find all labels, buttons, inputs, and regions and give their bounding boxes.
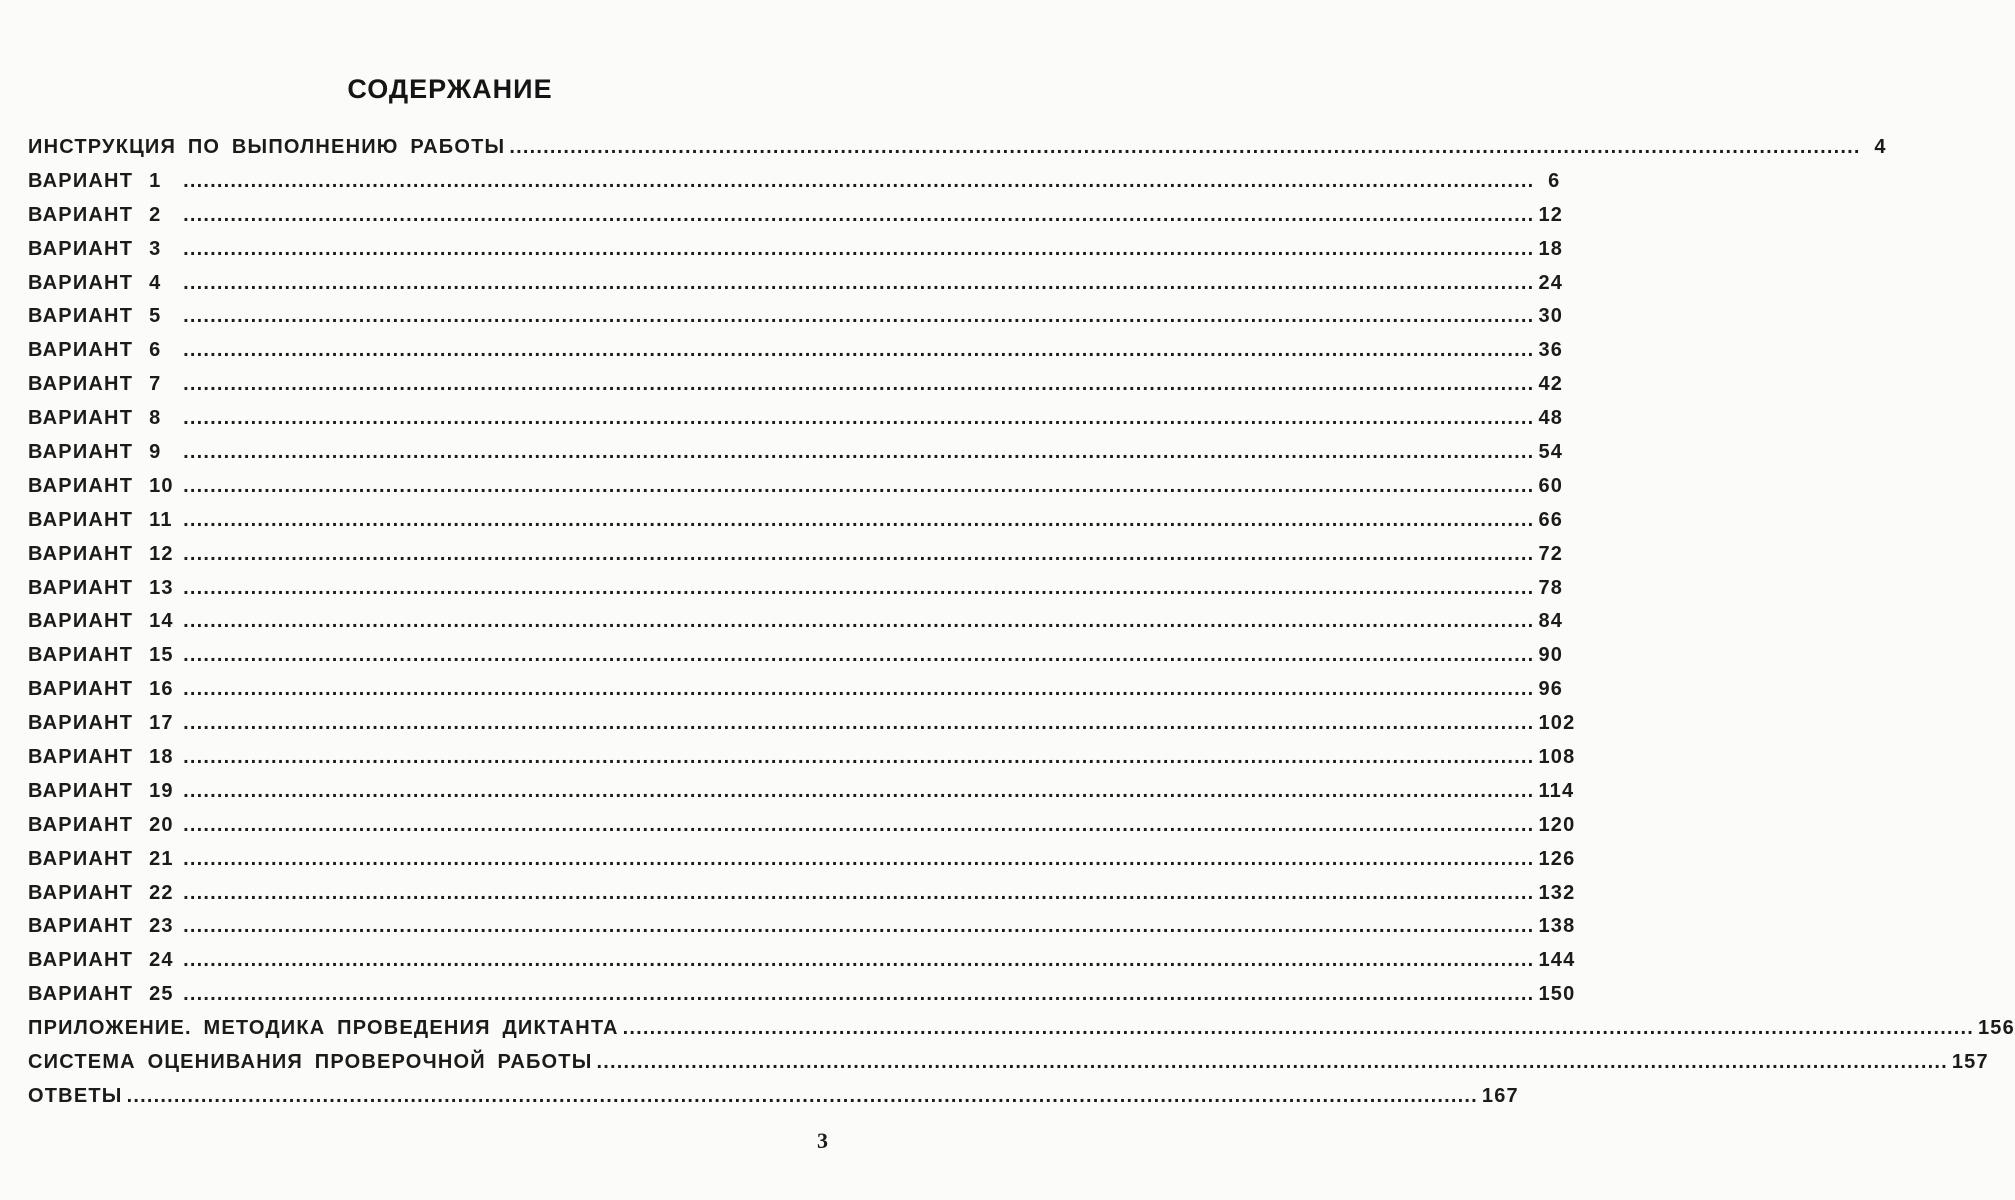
toc-entry-label: ВАРИАНТ	[28, 271, 134, 294]
toc-leader-dots: ........................................................................................................................................................................................................	[183, 305, 1535, 328]
toc-entry-label: ПРИЛОЖЕНИЕ. МЕТОДИКА ПРОВЕДЕНИЯ ДИКТАНТА	[28, 1017, 619, 1040]
toc-entry-page: 132	[1538, 881, 1576, 904]
toc-entry-label: ВАРИАНТ	[28, 746, 134, 769]
toc-entry[interactable]	[28, 407, 1564, 441]
toc-entry-page: 138	[1538, 915, 1576, 938]
toc-entry-page: 108	[1538, 746, 1576, 769]
toc-entry-variant-number: 13	[149, 576, 174, 599]
toc-entry-label: ВАРИАНТ	[28, 305, 134, 328]
toc-leader-dots: ........................................................................................................................................................................................................	[183, 542, 1535, 565]
toc-entry[interactable]	[28, 915, 1576, 949]
toc-entry[interactable]	[28, 271, 1564, 306]
toc-entry-label: ВАРИАНТ	[28, 678, 134, 701]
toc-entry-label: ВАРИАНТ	[28, 949, 134, 972]
toc-entry-variant-number: 5	[149, 305, 162, 328]
toc-entry-page: 54	[1538, 441, 1564, 464]
toc-leader-dots: ........................................................................................................................................................................................................	[183, 644, 1535, 667]
toc-entry-page: 66	[1538, 508, 1564, 531]
toc-entry-page: 102	[1538, 712, 1576, 735]
toc-leader-dots: ........................................................................................................................................................................................................	[622, 1017, 1974, 1040]
toc-leader-dots: ........................................................................................................................................................................................................	[183, 610, 1535, 633]
toc-entry[interactable]	[28, 305, 1564, 339]
toc-entry-label: СИСТЕМА ОЦЕНИВАНИЯ ПРОВЕРОЧНОЙ РАБОТЫ	[28, 1051, 593, 1074]
toc-entry-variant-number: 24	[149, 949, 174, 972]
toc-entry-page: 114	[1538, 779, 1575, 802]
toc-entry[interactable]	[28, 136, 1887, 170]
toc-entry[interactable]	[28, 169, 1561, 204]
toc-entry-page: 24	[1538, 271, 1564, 294]
toc-leader-dots: ........................................................................................................................................................................................................	[596, 1051, 1948, 1074]
toc-leader-dots: ........................................................................................................................................................................................................	[183, 949, 1535, 972]
toc-entry-page: 96	[1538, 678, 1564, 701]
toc-leader-dots: ........................................................................................................................................................................................................	[183, 779, 1535, 802]
toc-entry[interactable]	[28, 1084, 1519, 1119]
toc-entry-variant-number: 17	[149, 712, 174, 735]
toc-entry[interactable]	[28, 813, 1576, 848]
toc-entry[interactable]	[28, 1051, 1989, 1085]
toc-entry-page: 4	[1874, 136, 1887, 158]
toc-entry-page: 78	[1538, 576, 1564, 599]
toc-entry-variant-number: 25	[149, 983, 174, 1006]
toc-leader-dots: ........................................................................................................................................................................................................	[183, 339, 1535, 362]
toc-entry-page: 157	[1951, 1051, 1989, 1074]
toc-leader-dots: ........................................................................................................................................................................................................	[183, 271, 1535, 294]
toc-entry[interactable]	[28, 847, 1576, 882]
toc-entry[interactable]	[28, 779, 1575, 814]
toc-entry-variant-number: 21	[149, 847, 174, 870]
toc-entry-page: 156	[1977, 1017, 2015, 1040]
toc-entry-label: ВАРИАНТ	[28, 237, 134, 260]
toc-leader-dots: ........................................................................................................................................................................................................	[183, 407, 1535, 430]
toc-entry-label: ВАРИАНТ	[28, 474, 134, 497]
toc-leader-dots: ........................................................................................................................................................................................................	[183, 678, 1535, 701]
toc-entry[interactable]	[28, 441, 1564, 475]
toc-entry-label: ВАРИАНТ	[28, 779, 134, 802]
toc-leader-dots: ........................................................................................................................................................................................................	[183, 983, 1535, 1006]
toc-entry-label: ВАРИАНТ	[28, 610, 134, 633]
toc-entry[interactable]	[28, 1017, 2015, 1051]
toc-entry-label: ВАРИАНТ	[28, 407, 134, 430]
toc-entry-page: 6	[1548, 169, 1561, 192]
toc-entry-variant-number: 16	[149, 678, 174, 701]
toc-entry[interactable]	[28, 712, 1576, 746]
toc-entry-label: ВАРИАНТ	[28, 373, 134, 396]
toc-entry[interactable]	[28, 373, 1564, 407]
toc-entry-label: ИНСТРУКЦИЯ ПО ВЫПОЛНЕНИЮ РАБОТЫ	[28, 136, 506, 158]
toc-entry[interactable]	[28, 474, 1564, 509]
toc-entry-variant-number: 3	[149, 237, 162, 260]
toc-entry-page: 42	[1538, 373, 1564, 396]
toc-leader-dots: ........................................................................................................................................................................................................	[509, 136, 1861, 158]
toc-entry[interactable]	[28, 508, 1564, 543]
toc-leader-dots: ........................................................................................................................................................................................................	[126, 1084, 1478, 1107]
toc-entry[interactable]	[28, 983, 1576, 1017]
toc-entry-page: 72	[1538, 542, 1564, 565]
toc-entry-page: 30	[1538, 305, 1564, 328]
toc-entry-variant-number: 11	[149, 508, 173, 531]
toc-entry[interactable]	[28, 339, 1564, 373]
toc-entry-page: 144	[1538, 949, 1576, 972]
toc-entry-variant-number: 14	[149, 610, 174, 633]
toc-entry-variant-number: 1	[149, 169, 162, 192]
toc-entry-page: 36	[1538, 339, 1564, 362]
toc-entry-variant-number: 9	[149, 441, 162, 464]
toc-entry-label: ВАРИАНТ	[28, 712, 134, 735]
toc-leader-dots: ........................................................................................................................................................................................................	[183, 508, 1535, 531]
toc-entry-label: ОТВЕТЫ	[28, 1084, 123, 1107]
toc-leader-dots: ........................................................................................................................................................................................................	[183, 373, 1535, 396]
toc-entry[interactable]	[28, 746, 1576, 780]
toc-entry-label: ВАРИАНТ	[28, 644, 134, 667]
toc-entry-variant-number: 23	[149, 915, 174, 938]
toc-leader-dots: ........................................................................................................................................................................................................	[183, 813, 1535, 836]
toc-entry-label: ВАРИАНТ	[28, 441, 134, 464]
toc-entry-page: 12	[1538, 203, 1564, 226]
toc-leader-dots: ........................................................................................................................................................................................................	[183, 203, 1535, 226]
toc-entry-page: 18	[1538, 237, 1564, 260]
toc-entry-variant-number: 6	[149, 339, 162, 362]
toc-leader-dots: ........................................................................................................................................................................................................	[183, 474, 1535, 497]
toc-entry-variant-number: 19	[149, 779, 174, 802]
toc-entry[interactable]	[28, 644, 1564, 678]
toc-entry[interactable]	[28, 881, 1576, 916]
toc-leader-dots: ........................................................................................................................................................................................................	[183, 237, 1535, 260]
toc-entry-page: 60	[1538, 474, 1564, 497]
toc-entry-page: 167	[1481, 1084, 1519, 1107]
toc-entry-variant-number: 20	[149, 813, 174, 836]
toc-entry-variant-number: 22	[149, 881, 174, 904]
toc-leader-dots: ........................................................................................................................................................................................................	[183, 712, 1535, 735]
toc-entry[interactable]	[28, 542, 1564, 577]
page-number: 3	[817, 1128, 828, 1153]
toc-entry-label: ВАРИАНТ	[28, 813, 134, 836]
toc-entry[interactable]	[28, 678, 1564, 712]
toc-leader-dots: ........................................................................................................................................................................................................	[183, 915, 1535, 938]
toc-entry-page: 120	[1538, 813, 1576, 836]
toc-entry-variant-number: 4	[149, 271, 162, 294]
toc-entry-page: 84	[1538, 610, 1564, 633]
toc-leader-dots: ........................................................................................................................................................................................................	[183, 847, 1535, 870]
toc-entry-label: ВАРИАНТ	[28, 881, 134, 904]
toc-entry-label: ВАРИАНТ	[28, 339, 134, 362]
toc-entry-page: 150	[1538, 983, 1576, 1006]
toc-entry[interactable]	[28, 203, 1564, 238]
toc-entry[interactable]	[28, 610, 1564, 644]
table-of-contents	[28, 136, 2015, 1119]
toc-entry-label: ВАРИАНТ	[28, 508, 134, 531]
toc-leader-dots: ........................................................................................................................................................................................................	[183, 169, 1535, 192]
toc-leader-dots: ........................................................................................................................................................................................................	[183, 576, 1535, 599]
toc-entry-variant-number: 18	[149, 746, 174, 769]
toc-entry[interactable]	[28, 576, 1564, 611]
toc-entry-label: ВАРИАНТ	[28, 169, 134, 192]
toc-leader-dots: ........................................................................................................................................................................................................	[183, 441, 1535, 464]
toc-entry-label: ВАРИАНТ	[28, 983, 134, 1006]
toc-entry-label: ВАРИАНТ	[28, 542, 134, 565]
toc-entry-page: 48	[1538, 407, 1564, 430]
toc-leader-dots: ........................................................................................................................................................................................................	[183, 746, 1535, 769]
toc-entry-label: ВАРИАНТ	[28, 915, 134, 938]
toc-entry-variant-number: 15	[149, 644, 174, 667]
toc-entry[interactable]	[28, 237, 1564, 272]
toc-entry-variant-number: 2	[149, 203, 162, 226]
toc-entry-page: 90	[1538, 644, 1564, 667]
toc-entry-variant-number: 10	[149, 474, 174, 497]
toc-entry-variant-number: 12	[149, 542, 174, 565]
toc-entry-label: ВАРИАНТ	[28, 203, 134, 226]
toc-entry-variant-number: 7	[149, 373, 162, 396]
toc-entry[interactable]	[28, 949, 1576, 983]
toc-leader-dots: ........................................................................................................................................................................................................	[183, 881, 1535, 904]
toc-entry-label: ВАРИАНТ	[28, 847, 134, 870]
toc-entry-variant-number: 8	[149, 407, 162, 430]
toc-entry-page: 126	[1538, 847, 1576, 870]
page-title: СОДЕРЖАНИЕ	[347, 74, 553, 104]
toc-entry-label: ВАРИАНТ	[28, 576, 134, 599]
